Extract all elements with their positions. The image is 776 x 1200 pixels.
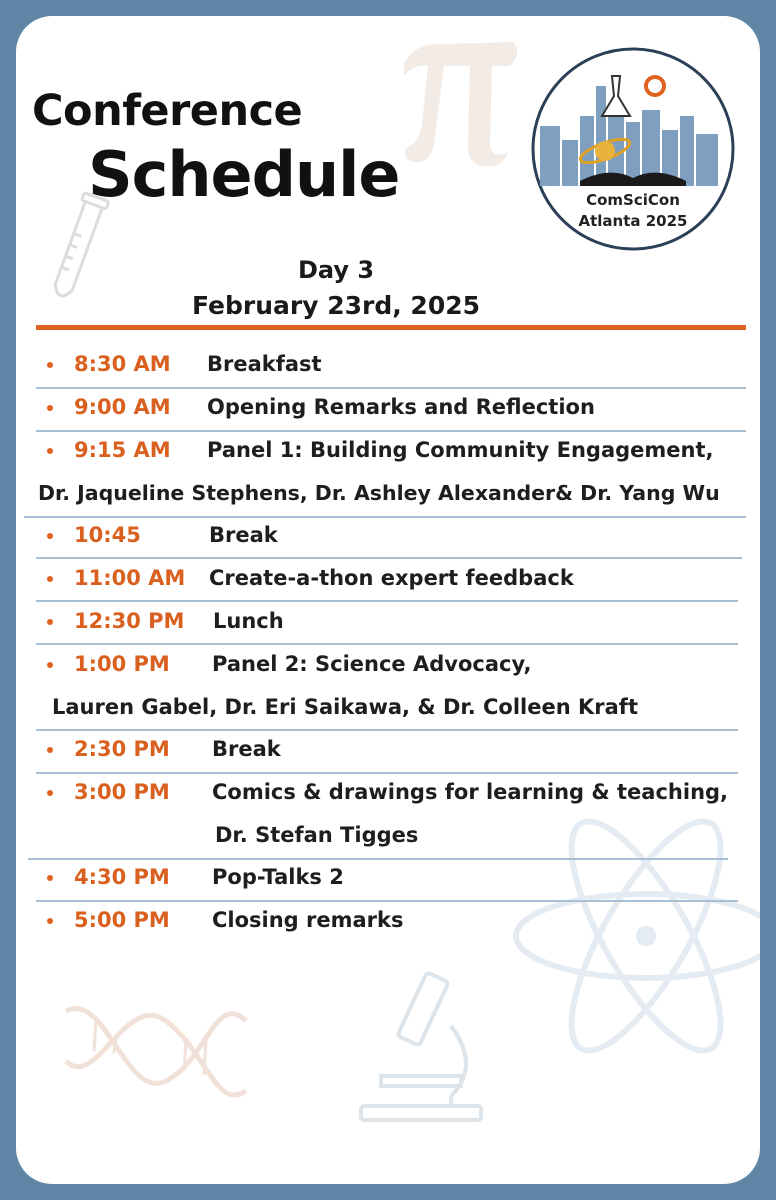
row-divider bbox=[36, 643, 738, 645]
time-2: 9:15 AM bbox=[74, 438, 171, 462]
event-2: Panel 1: Building Community Engagement, bbox=[207, 438, 714, 462]
day-label: Day 3 bbox=[297, 256, 375, 284]
time-4: 11:00 AM bbox=[74, 566, 186, 590]
bullet bbox=[47, 747, 53, 753]
dna-helix-icon bbox=[56, 981, 256, 1131]
bullet bbox=[47, 918, 53, 924]
row-divider bbox=[36, 557, 742, 559]
event-3: Break bbox=[209, 523, 278, 547]
event-5: Lunch bbox=[213, 609, 284, 633]
bullet bbox=[47, 619, 53, 625]
row-divider bbox=[28, 858, 728, 860]
microscope-icon bbox=[341, 966, 491, 1136]
time-9: 4:30 PM bbox=[74, 865, 170, 889]
atom-icon bbox=[496, 806, 760, 1066]
row-divider bbox=[24, 516, 746, 518]
schedule-card bbox=[16, 16, 760, 1184]
time-0: 8:30 AM bbox=[74, 352, 171, 376]
bullet bbox=[47, 790, 53, 796]
date-label: February 23rd, 2025 bbox=[191, 291, 481, 320]
time-8: 3:00 PM bbox=[74, 780, 170, 804]
bullet bbox=[47, 576, 53, 582]
bullet bbox=[47, 362, 53, 368]
event-0: Breakfast bbox=[207, 352, 322, 376]
bullet bbox=[47, 662, 53, 668]
bullet bbox=[47, 405, 53, 411]
row-divider bbox=[36, 387, 746, 389]
time-6: 1:00 PM bbox=[74, 652, 170, 676]
time-3: 10:45 bbox=[74, 523, 141, 547]
pi-symbol-icon bbox=[384, 24, 534, 174]
header-divider bbox=[36, 325, 746, 330]
event-7: Break bbox=[212, 737, 281, 761]
time-1: 9:00 AM bbox=[74, 395, 171, 419]
event-6: Panel 2: Science Advocacy, bbox=[212, 652, 532, 676]
event-6-detail: Lauren Gabel, Dr. Eri Saikawa, & Dr. Colleen Kraft bbox=[52, 695, 638, 719]
bullet bbox=[47, 875, 53, 881]
event-4: Create-a-thon expert feedback bbox=[209, 566, 574, 590]
event-8: Comics & drawings for learning & teaching, bbox=[212, 780, 729, 804]
row-divider bbox=[36, 772, 738, 774]
time-7: 2:30 PM bbox=[74, 737, 170, 761]
bullet bbox=[47, 448, 53, 454]
event-8-detail: Dr. Stefan Tigges bbox=[215, 823, 419, 847]
event-10: Closing remarks bbox=[212, 908, 404, 932]
logo-name: ComSciCon bbox=[586, 191, 680, 209]
title-line-1: Conference bbox=[32, 86, 303, 136]
event-1: Opening Remarks and Reflection bbox=[207, 395, 595, 419]
row-divider bbox=[36, 729, 738, 731]
event-9: Pop-Talks 2 bbox=[212, 865, 344, 889]
event-2-detail: Dr. Jaqueline Stephens, Dr. Ashley Alexander& Dr. Yang Wu bbox=[38, 481, 720, 505]
logo-event: Atlanta 2025 bbox=[578, 212, 688, 230]
bullet bbox=[47, 533, 53, 539]
row-divider bbox=[36, 430, 746, 432]
time-5: 12:30 PM bbox=[74, 609, 185, 633]
row-divider bbox=[36, 900, 738, 902]
time-10: 5:00 PM bbox=[74, 908, 170, 932]
title-line-2: Schedule bbox=[88, 138, 400, 211]
row-divider bbox=[36, 600, 738, 602]
